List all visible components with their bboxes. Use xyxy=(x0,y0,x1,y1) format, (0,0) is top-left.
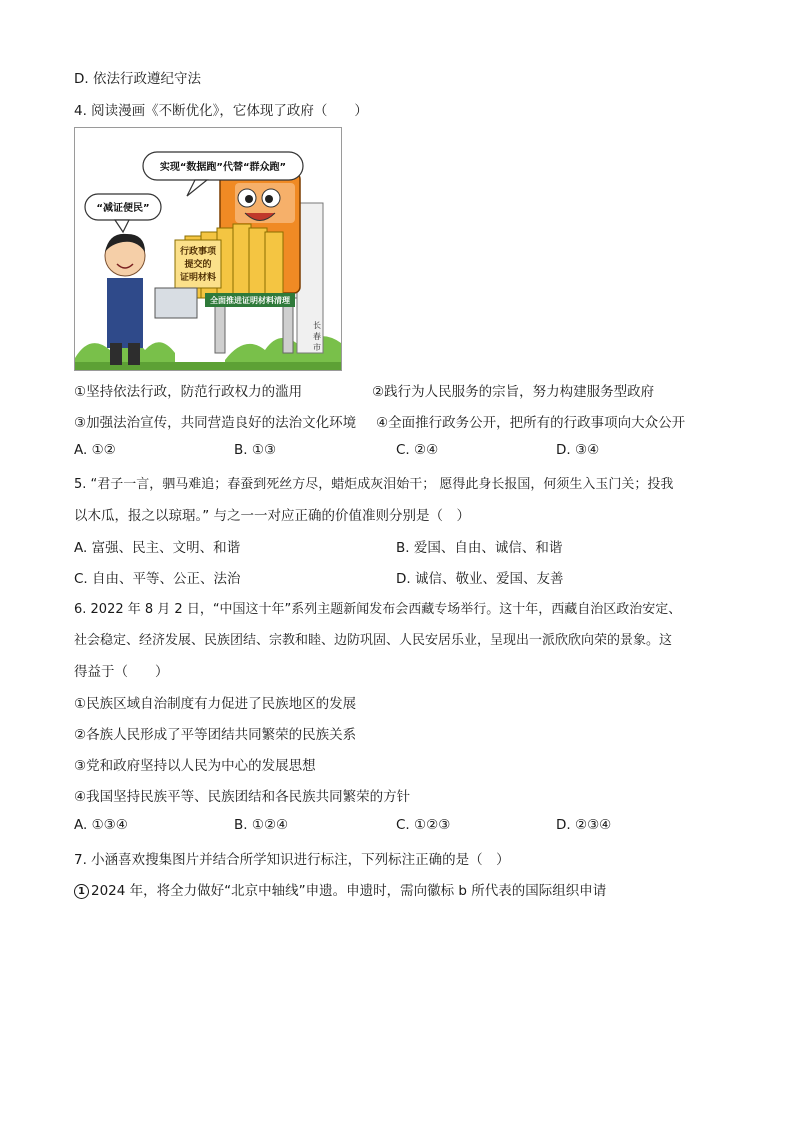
q6-statement-4: ④我国坚持民族平等、民族团结和各民族共同繁荣的方针 xyxy=(74,789,411,805)
q6-option-a: A. ①③④ xyxy=(74,817,128,833)
q4-statement-2: ②践行为人民服务的宗旨，努力构建服务型政府 xyxy=(372,384,655,400)
comic-banner: 全面推进证明材料清理 xyxy=(210,296,290,305)
q4-option-a: A. ①② xyxy=(74,442,116,458)
q6-statement-1: ①民族区域自治制度有力促进了民族地区的发展 xyxy=(74,696,357,712)
q6-option-c: C. ①②③ xyxy=(396,817,451,833)
q6-stem-line1: 6. 2022 年 8 月 2 日，“中国这十年”系列主题新闻发布会西藏专场举行。这十年，西藏自治区政治安定、 xyxy=(74,602,682,617)
q4-stem: 4. 阅读漫画《不断优化》，它体现了政府（ ） xyxy=(74,103,368,119)
q4-statement-4: ④全面推行政务公开，把所有的行政事项向大众公开 xyxy=(376,415,686,431)
comic-folder-label-1: 行政事项 xyxy=(179,247,217,257)
comic-speech-top: 实现“数据跑”代替“群众跑” xyxy=(159,162,287,173)
comic-city-1: 长 xyxy=(313,321,321,330)
q4-option-b: B. ①③ xyxy=(234,442,277,458)
q6-option-b: B. ①②④ xyxy=(234,817,289,833)
q6-option-d: D. ②③④ xyxy=(556,817,612,833)
comic-folder-label-3: 证明材料 xyxy=(179,273,217,283)
q4-option-c: C. ②④ xyxy=(396,442,439,458)
q4-statement-1: ①坚持依法行政，防范行政权力的滥用 xyxy=(74,384,303,400)
q7-stem: 7. 小涵喜欢搜集图片并结合所学知识进行标注，下列标注正确的是（ ） xyxy=(74,852,510,868)
q7-item-1-text: 2024 年，将全力做好“北京中轴线”申遗。申遗时，需向徽标 b 所代表的国际组织申请 xyxy=(91,883,607,899)
q7-item-1-number: 1 xyxy=(74,884,89,899)
q6-statement-3: ③党和政府坚持以人民为中心的发展思想 xyxy=(74,758,316,774)
q4-option-d: D. ③④ xyxy=(556,442,600,458)
q6-statement-2: ②各族人民形成了平等团结共同繁荣的民族关系 xyxy=(74,727,357,743)
comic-city-2: 春 xyxy=(313,332,321,341)
q5-stem-line2: 以木瓜，报之以琼琚。” 与之一一对应正确的价值准则分别是（ ） xyxy=(74,508,471,524)
comic-speech-left: “减证便民” xyxy=(96,203,150,214)
q4-comic-image xyxy=(74,127,342,371)
comic-folder-label-2: 提交的 xyxy=(184,260,212,270)
comic-city-3: 市 xyxy=(313,343,321,352)
q5-option-b: B. 爱国、自由、诚信、和谐 xyxy=(396,540,563,556)
q5-option-c: C. 自由、平等、公正、法治 xyxy=(74,571,241,587)
q6-stem-line3: 得益于（ ） xyxy=(74,664,169,680)
q3-option-d: D. 依法行政遵纪守法 xyxy=(74,71,201,87)
q5-option-a: A. 富强、民主、文明、和谐 xyxy=(74,540,241,556)
q4-statement-3: ③加强法治宣传，共同营造良好的法治文化环境 xyxy=(74,415,357,431)
q5-stem-line1: 5. “君子一言，驷马难追；春蚕到死丝方尽，蜡炬成灰泪始干； 愿得此身长报国，何须生入玉门关；投我 xyxy=(74,477,674,492)
q7-item-1 xyxy=(74,879,606,899)
q6-stem-line2: 社会稳定、经济发展、民族团结、宗教和睦、边防巩固、人民安居乐业，呈现出一派欣欣向荣的景象。这 xyxy=(74,633,673,648)
q5-option-d: D. 诚信、敬业、爱国、友善 xyxy=(396,571,564,587)
